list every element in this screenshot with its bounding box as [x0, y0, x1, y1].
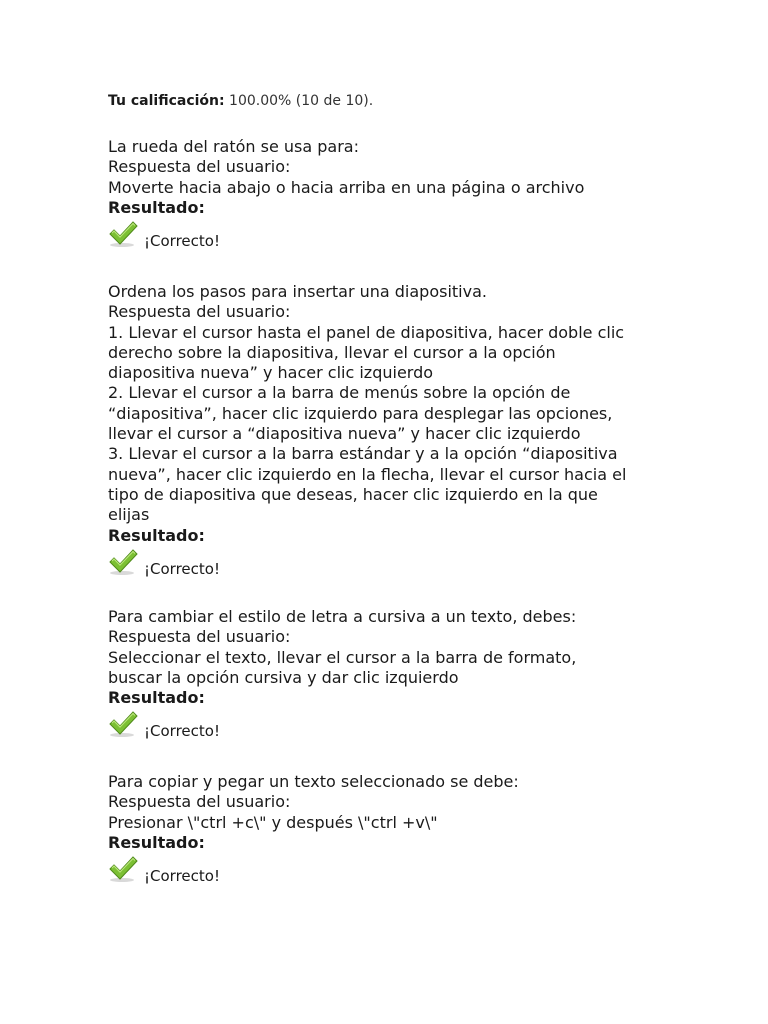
answer-line: buscar la opción cursiva y dar clic izquierdo	[108, 667, 459, 687]
result-row	[108, 220, 688, 256]
checkmark-icon	[108, 855, 138, 883]
answer-line: tipo de diapositiva que deseas, hacer clic izquierdo en la que	[108, 484, 598, 504]
user-answer-label: Respuesta del usuario:	[108, 627, 291, 647]
result-row	[108, 548, 688, 584]
result-label: Resultado:	[108, 197, 205, 217]
user-answer-label: Respuesta del usuario:	[108, 302, 291, 322]
grade-summary	[108, 91, 373, 111]
question-block	[108, 607, 688, 746]
answer-line: llevar el cursor a “diapositiva nueva” y hacer clic izquierdo	[108, 424, 581, 444]
user-answer	[108, 813, 688, 833]
answer-line: Presionar \"ctrl +c\" y después \"ctrl +v\"	[108, 812, 438, 832]
answer-line: Seleccionar el texto, llevar el cursor a la barra de formato,	[108, 647, 577, 667]
result-row	[108, 855, 688, 891]
checkmark-icon	[108, 710, 138, 738]
user-answer	[108, 323, 688, 526]
result-text: ¡Correcto!	[144, 232, 220, 251]
result-text: ¡Correcto!	[144, 867, 220, 886]
answer-line: derecho sobre la diapositiva, llevar el cursor a la opción	[108, 342, 556, 362]
checkmark-icon	[108, 548, 138, 576]
user-answer-label: Respuesta del usuario:	[108, 157, 291, 177]
answer-line: nueva”, hacer clic izquierdo en la flecha, llevar el cursor hacia el	[108, 464, 627, 484]
checkmark-icon	[108, 220, 138, 248]
question-block	[108, 772, 688, 891]
user-answer-label: Respuesta del usuario:	[108, 792, 291, 812]
grade-value: 100.00% (10 de 10).	[224, 93, 374, 109]
answer-line: elijas	[108, 505, 150, 525]
answer-line: “diapositiva”, hacer clic izquierdo para desplegar las opciones,	[108, 403, 613, 423]
user-answer	[108, 648, 688, 689]
result-row	[108, 710, 688, 746]
answer-line: 2. Llevar el cursor a la barra de menús sobre la opción de	[108, 383, 571, 403]
result-label: Resultado:	[108, 525, 205, 545]
result-text: ¡Correcto!	[144, 559, 220, 578]
user-answer	[108, 178, 688, 198]
question-block	[108, 137, 688, 256]
answer-line: diapositiva nueva” y hacer clic izquierdo	[108, 363, 434, 383]
question-text: Ordena los pasos para insertar una diapositiva.	[108, 282, 487, 301]
grade-label: Tu calificación:	[108, 93, 225, 109]
answer-line: Moverte hacia abajo o hacia arriba en una página o archivo	[108, 177, 585, 197]
question-block	[108, 282, 688, 584]
question-text: Para copiar y pegar un texto seleccionado se debe:	[108, 772, 519, 791]
result-label: Resultado:	[108, 688, 205, 708]
result-text: ¡Correcto!	[144, 722, 220, 741]
question-text: Para cambiar el estilo de letra a cursiva a un texto, debes:	[108, 607, 577, 626]
result-label: Resultado:	[108, 832, 205, 852]
answer-line: 1. Llevar el cursor hasta el panel de diapositiva, hacer doble clic	[108, 322, 625, 342]
answer-line: 3. Llevar el cursor a la barra estándar y a la opción “diapositiva	[108, 444, 618, 464]
question-text: La rueda del ratón se usa para:	[108, 137, 359, 156]
